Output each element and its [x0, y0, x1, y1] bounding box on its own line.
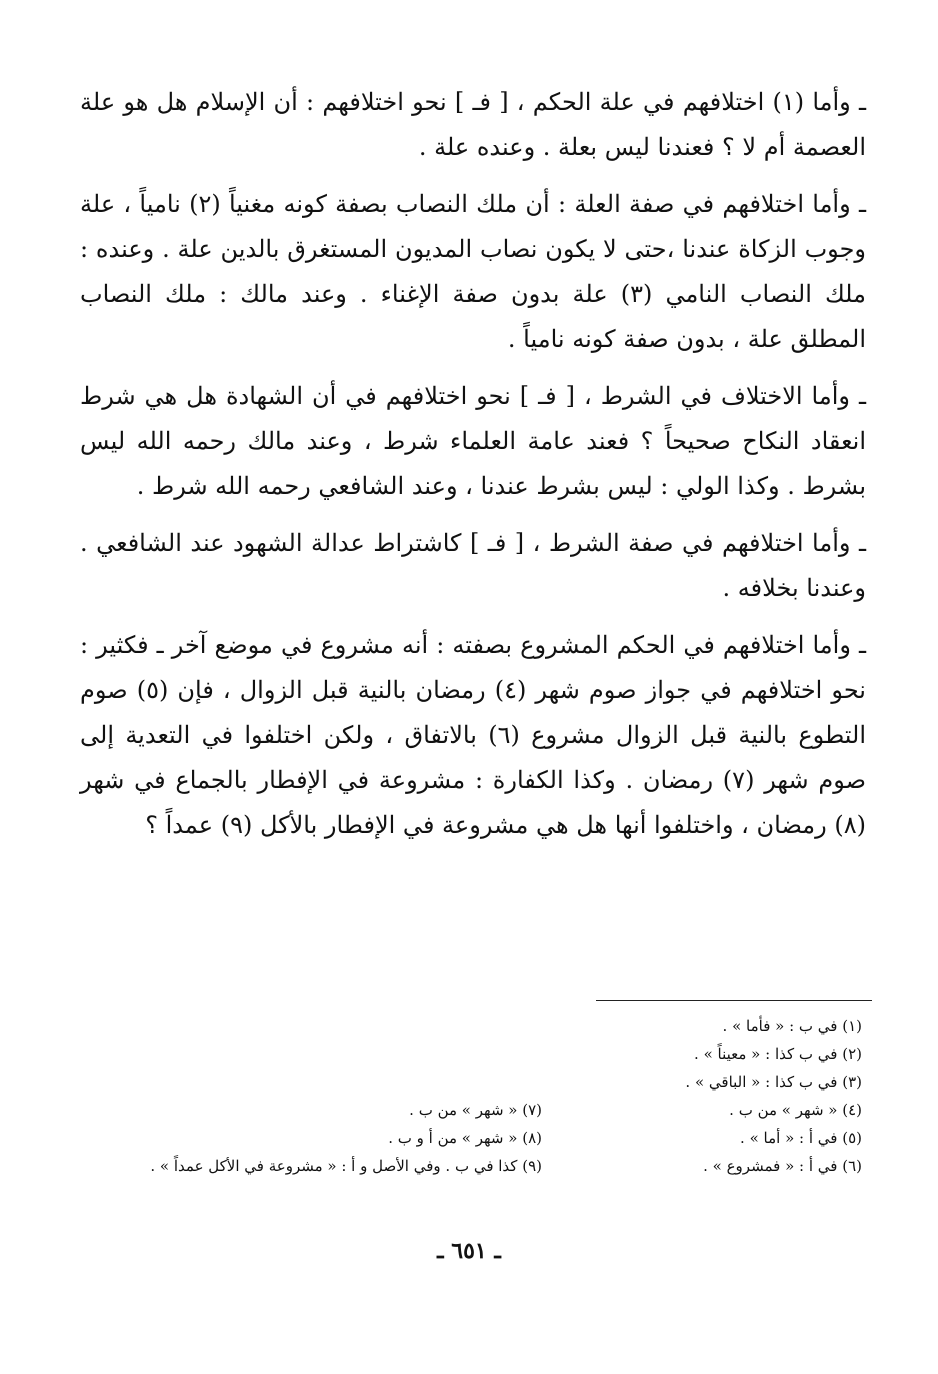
paragraph-text: ـ وأما الاختلاف في الشرط ، [ فـ ] نحو اختلافهم في أن الشهادة هل هي شرط انعقاد النكاح صحيحاً ؟ فعند عامة العلماء شرط ، وعند مالك رحمه الله ليس بشرط . وكذا الولي : ليس بشرط عندنا ، وعند الشافعي رحمه الله شرط . [80, 382, 866, 500]
footnote-8: (٨) « شهر » من أ و ب . [388, 1129, 542, 1147]
paragraph-text: ـ وأما (١) اختلافهم في علة الحكم ، [ فـ ] نحو اختلافهم : أن الإسلام هل هو علة العصمة أم لا ؟ فعندنا ليس بعلة . وعنده علة . [80, 88, 866, 161]
footnote-7: (٧) « شهر » من ب . [409, 1101, 542, 1119]
footnote-3: (٣) في ب كذا : « الباقي » . [685, 1073, 862, 1091]
paragraph-text: ـ وأما اختلافهم في صفة العلة : أن ملك النصاب بصفة كونه مغنياً (٢) نامياً ، علة وجوب الزكاة عندنا ،حتى لا يكون نصاب المديون المستغرق بالدين علة . وعنده : ملك النصاب النامي (٣) علة بدون صفة الإغناء . وعند مالك : ملك النصاب المطلق علة ، بدون صفة كونه نامياً . [80, 190, 866, 353]
main-text [80, 80, 866, 860]
paragraph-attribute-of-cause [80, 182, 866, 362]
paragraph-legislated-ruling [80, 623, 866, 848]
paragraph-text: ـ وأما اختلافهم في صفة الشرط ، [ فـ ] كاشتراط عدالة الشهود عند الشافعي . وعندنا بخلافه . [80, 529, 866, 602]
paragraph-cause-of-ruling [80, 80, 866, 170]
footnote-9: (٩) كذا في ب . وفي الأصل و أ : « مشروعة في الأكل عمداً » . [150, 1157, 542, 1175]
paragraph-text: ـ وأما اختلافهم في الحكم المشروع بصفته : أنه مشروع في موضع آخر ـ فكثير : نحو اختلافهم في جواز صوم شهر (٤) رمضان بالنية قبل الزوال ، فإن (٥) صوم التطوع بالنية قبل الزوال مشروع (٦) بالاتفاق ، ولكن اختلفوا في التعدية إلى صوم شهر (٧) رمضان . وكذا الكفارة : مشروعة في الإفطار بالجماع في شهر (٨) رمضان ، واختلفوا أنها هل هي مشروعة في الإفطار بالأكل (٩) عمداً ؟ [80, 631, 867, 839]
footnotes-column-left [42, 1096, 542, 1180]
footnote-6: (٦) في أ : « فمشروع » . [703, 1157, 862, 1175]
footnotes-column-right [582, 1012, 862, 1180]
footnote-1: (١) في ب : « فأما » . [722, 1017, 862, 1035]
footnotes [60, 1012, 862, 1192]
footnote-2: (٢) في ب كذا : « معيناً » . [694, 1045, 862, 1063]
page-number: ـ ٦٥١ ـ [437, 1238, 501, 1264]
footnote-separator [596, 1000, 872, 1001]
footnote-5: (٥) في أ : « أما » . [740, 1129, 862, 1147]
footnote-4: (٤) « شهر » من ب . [729, 1101, 862, 1119]
paragraph-condition [80, 374, 866, 509]
paragraph-attribute-of-condition [80, 521, 866, 611]
